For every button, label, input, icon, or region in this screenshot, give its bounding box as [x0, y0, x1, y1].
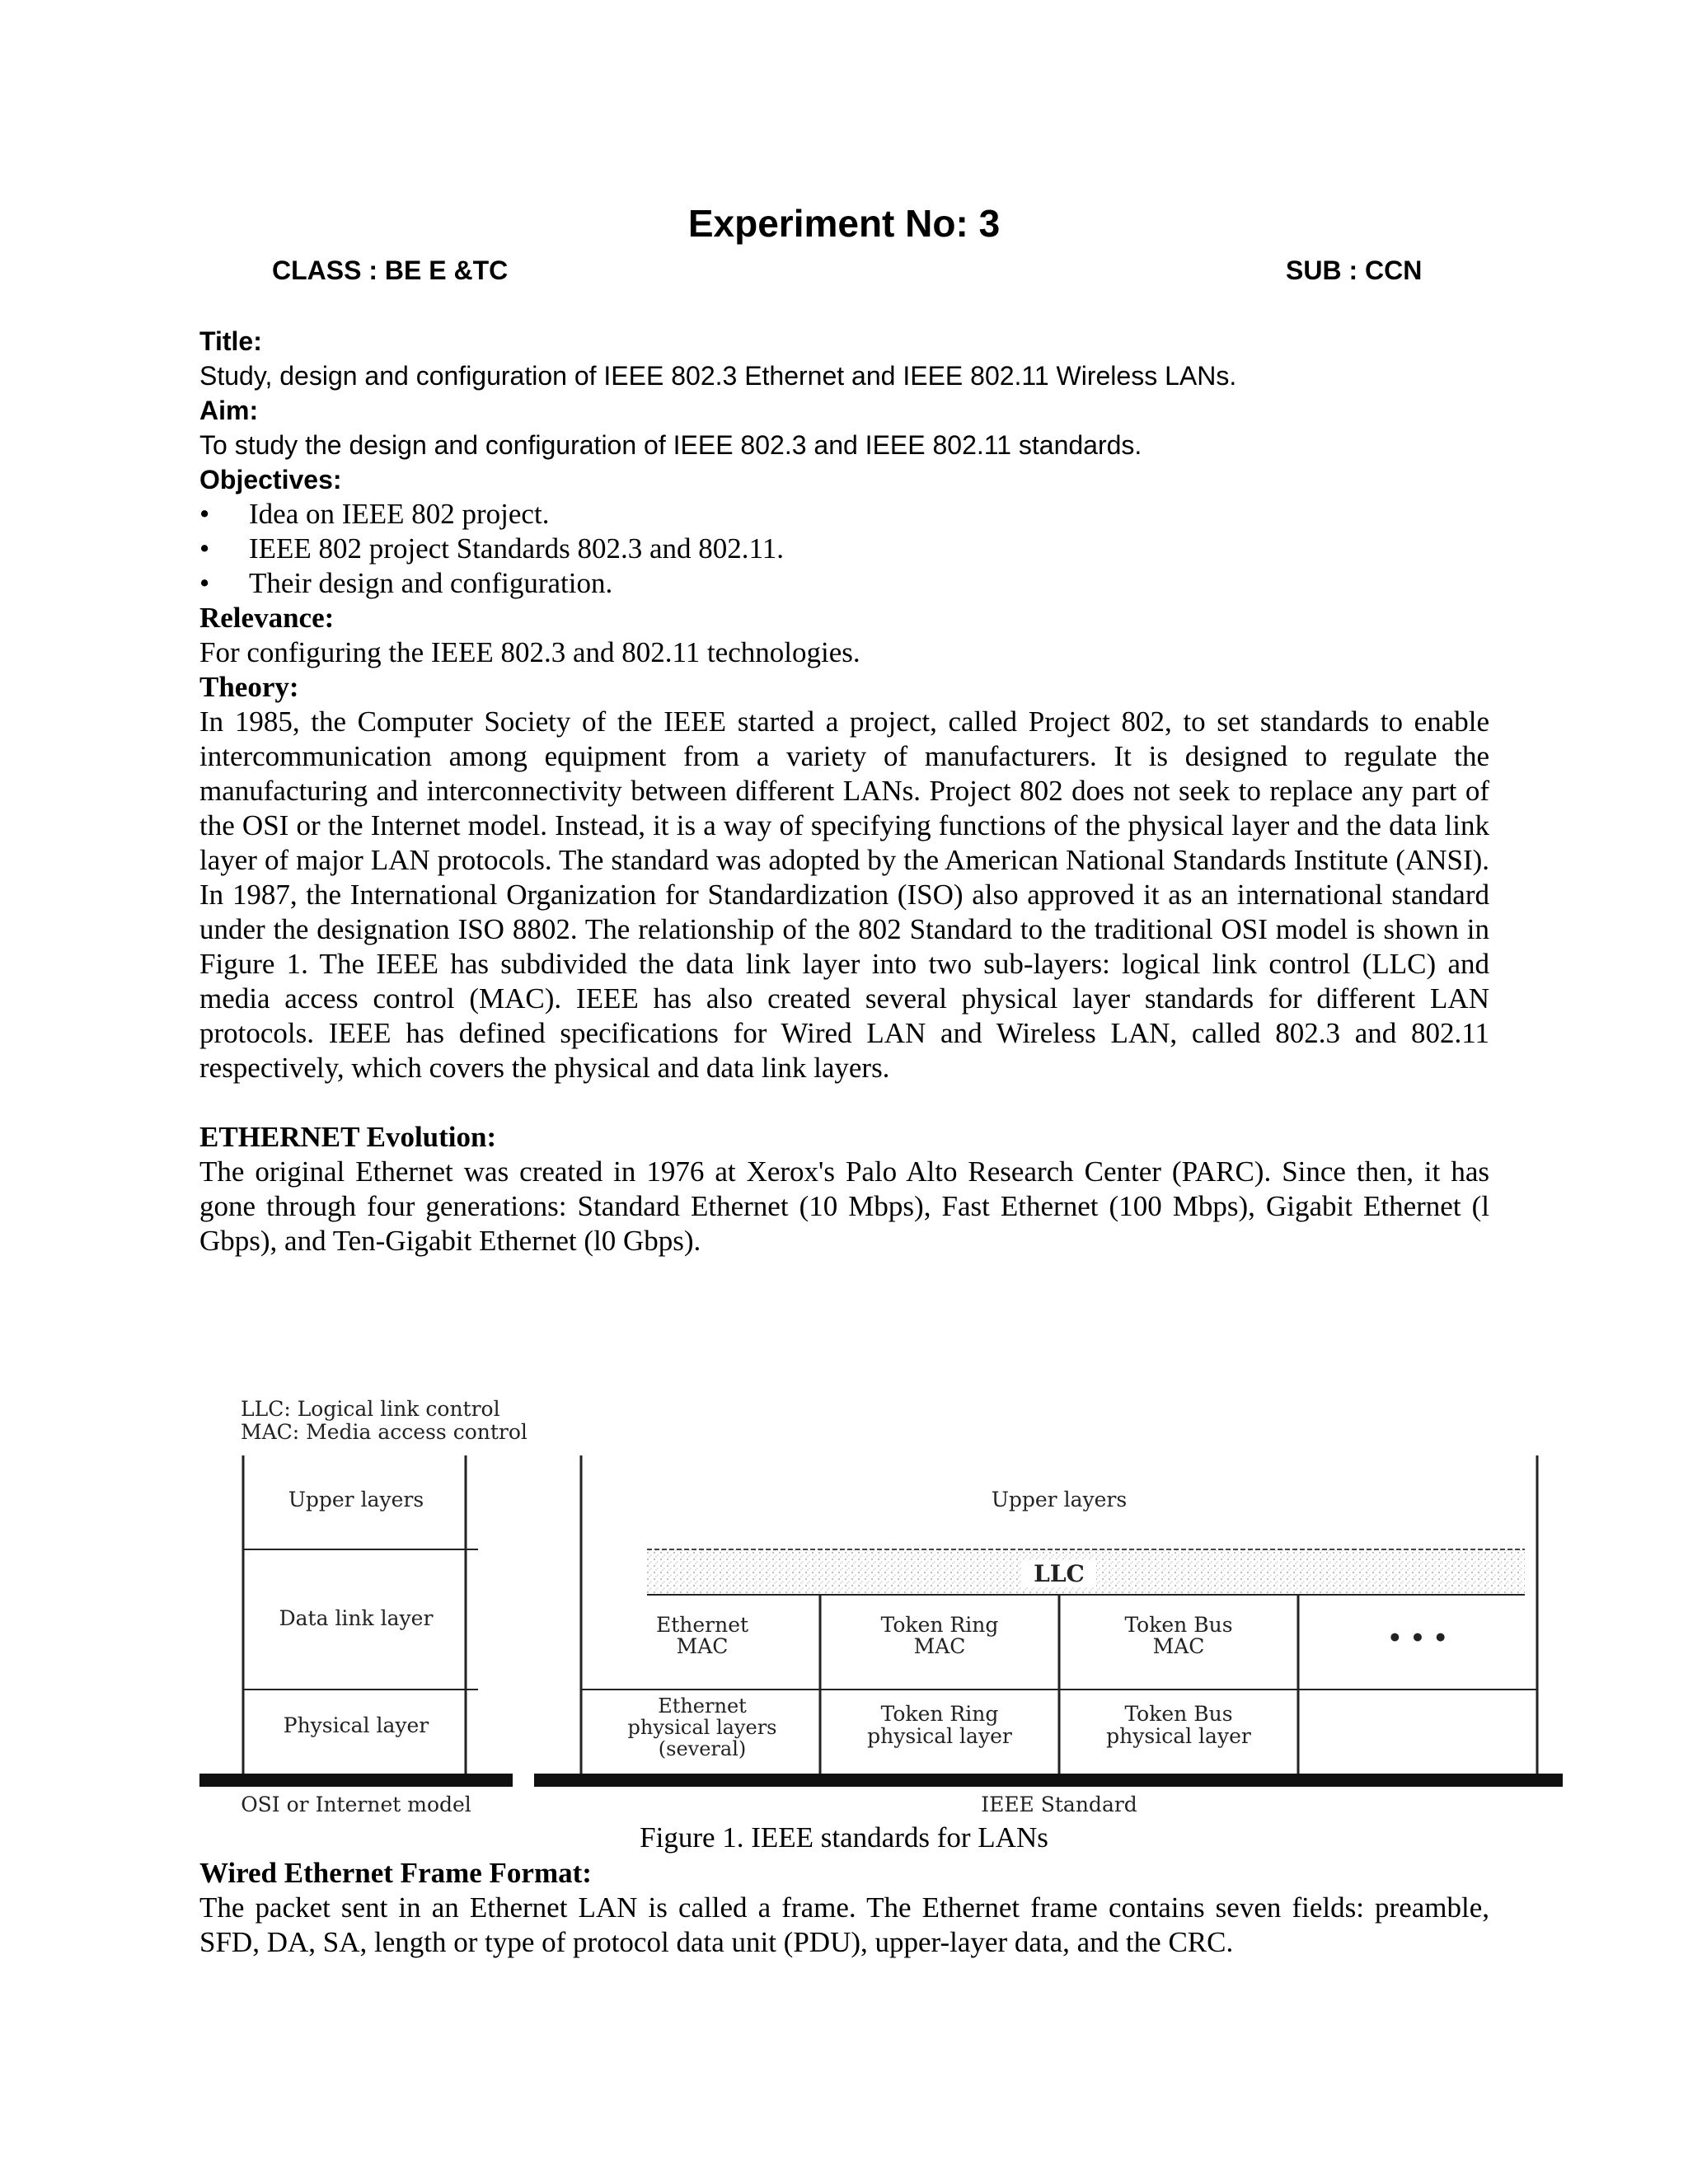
objective-item: • Idea on IEEE 802 project.: [199, 498, 550, 530]
frame-heading: Wired Ethernet Frame Format:: [199, 1857, 592, 1889]
token-ring-physical-layer: [867, 1702, 1012, 1748]
ethernet-physical-layers: [628, 1694, 777, 1760]
legend-llc: LLC: Logical link control: [241, 1397, 500, 1421]
svg-text:physical layer: physical layer: [867, 1724, 1012, 1748]
svg-text:physical layer: physical layer: [1106, 1724, 1251, 1748]
token-bus-physical-layer: [1106, 1702, 1251, 1748]
svg-text:MAC: MAC: [913, 1634, 966, 1658]
subject-label: SUB : CCN: [1286, 255, 1423, 285]
svg-text:Token Ring: Token Ring: [880, 1702, 999, 1726]
svg-text:Ethernet: Ethernet: [658, 1694, 747, 1718]
svg-text:Ethernet: Ethernet: [655, 1613, 749, 1637]
osi-base-label: OSI or Internet model: [241, 1793, 471, 1816]
legend-mac: MAC: Media access control: [241, 1420, 528, 1444]
frame-text: The packet sent in an Ethernet LAN is called a frame. The Ethernet frame contains seven fields: preamble, SFD, DA, SA, length or type of protocol data unit (PDU), upper-layer data, and the CRC.: [199, 1891, 1489, 1958]
bullet-icon: •: [199, 498, 210, 530]
ieee-base-label: IEEE Standard: [981, 1793, 1137, 1816]
title-section: [199, 324, 1489, 1258]
bullet-icon: •: [199, 532, 210, 565]
ieee-upper-layers: Upper layers: [991, 1488, 1128, 1511]
theory-text: In 1985, the Computer Society of the IEEE started a project, called Project 802, to set standards to enable intercommunication among equipment from a variety of manufacturers. It is designed to regulate the manufacturing and interconnectivity between different LANs. Project 802 does not seek to replace any part of the OSI or the Internet model. Instead, it is a way of specifying functions of the physical layer and the data link layer of major LAN protocols. The standard was adopted by the American National Standards Institute (ANSI). In 1987, the International Organization for Standardization (ISO) also approved it as an international standard under the designation ISO 8802. The relationship of the 802 Standard to the traditional OSI model is shown in Figure 1. The IEEE has subdivided the data link layer into two sub-layers: logical link control (LLC) and media access control (MAC). IEEE has also created several physical layer standards for different LAN protocols. IEEE has defined specifications for Wired LAN and Wireless LAN, called 802.3 and 802.11 respectively, which covers the physical and data link layers.: [199, 705, 1489, 1084]
ieee-lan-diagram: [198, 1393, 1566, 1821]
frame-section: [199, 1856, 1489, 1960]
aim-text: To study the design and configuration of IEEE 802.3 and IEEE 802.11 standards.: [199, 430, 1142, 460]
token-ring-mac: [881, 1613, 999, 1658]
ieee-figure: [198, 1393, 1566, 1821]
token-bus-mac: [1124, 1613, 1232, 1658]
title-heading: Title:: [199, 326, 262, 356]
more-ellipsis: • • •: [1387, 1624, 1448, 1652]
osi-upper-layers: Upper layers: [288, 1488, 424, 1511]
ethernet-text: The original Ethernet was created in 1976 at Xerox's Palo Alto Research Center (PARC). Since then, it has gone through four generations: Standard Ethernet (10 Mbps), Fast Ethernet (100 Mbps), Gigabit Ethernet (l Gbps), and Ten-Gigabit Ethernet (l0 Gbps).: [199, 1155, 1489, 1257]
figure-caption: Figure 1. IEEE standards for LANs: [640, 1821, 1048, 1854]
svg-text:Token Ring: Token Ring: [880, 1613, 999, 1637]
objectives-heading: Objectives:: [199, 465, 342, 494]
experiment-title: Experiment No: 3: [687, 202, 1001, 245]
svg-text:MAC: MAC: [1152, 1634, 1205, 1658]
ieee-base-bar: [534, 1774, 1563, 1787]
osi-physical-layer: Physical layer: [283, 1713, 429, 1737]
svg-text:(several): (several): [658, 1737, 747, 1760]
bullet-icon: •: [199, 567, 210, 599]
title-text: Study, design and configuration of IEEE 802.3 Ethernet and IEEE 802.11 Wireless LANs.: [199, 361, 1237, 391]
objective-item: • Their design and configuration.: [199, 567, 613, 599]
svg-text:MAC: MAC: [676, 1634, 729, 1658]
osi-model: [199, 1455, 513, 1816]
svg-text:physical layers: physical layers: [627, 1716, 777, 1739]
relevance-text: For configuring the IEEE 802.3 and 802.11 technologies.: [199, 636, 860, 668]
llc-label: LLC: [1034, 1560, 1085, 1587]
svg-text:Token Bus: Token Bus: [1124, 1702, 1233, 1726]
osi-data-link-layer: Data link layer: [279, 1606, 434, 1630]
relevance-heading: Relevance:: [199, 602, 335, 634]
ethernet-mac: [656, 1613, 748, 1658]
ethernet-heading: ETHERNET Evolution:: [199, 1121, 497, 1153]
svg-text:Token Bus: Token Bus: [1124, 1613, 1233, 1637]
objective-item: • IEEE 802 project Standards 802.3 and 802.11.: [199, 532, 784, 565]
theory-heading: Theory:: [199, 671, 299, 703]
class-label: CLASS : BE E &TC: [272, 255, 509, 285]
ieee-standard: [534, 1455, 1563, 1816]
aim-heading: Aim:: [199, 396, 259, 425]
osi-base-bar: [199, 1774, 513, 1787]
